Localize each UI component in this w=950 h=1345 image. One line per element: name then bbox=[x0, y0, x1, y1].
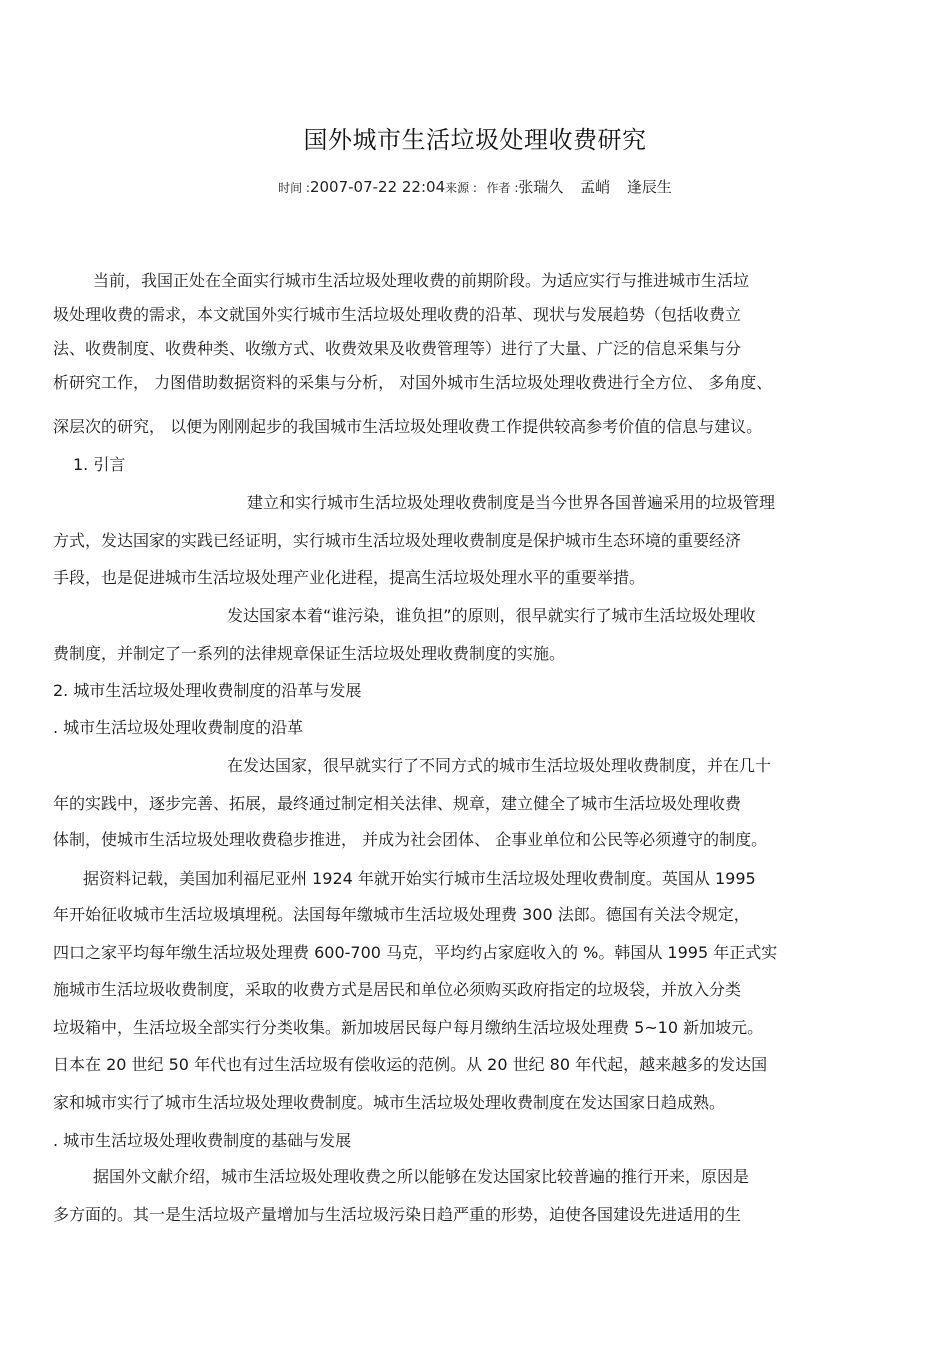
paragraph-line: 体制，使城市生活垃圾处理收费稳步推进， 并成为社会团体、 企事业单位和公民等必须遵守的制度。 bbox=[53, 830, 768, 849]
paragraph-line: 建立和实行城市生活垃圾处理收费制度是当今世界各国普遍采用的垃圾管理 bbox=[247, 493, 776, 512]
subsection-heading: . 城市生活垃圾处理收费制度的沿革 bbox=[53, 718, 304, 737]
author-label: 作者 : bbox=[486, 181, 519, 195]
paragraph-line: 家和城市实行了城市生活垃圾处理收费制度。城市生活垃圾处理收费制度在发达国家日趋成熟。 bbox=[53, 1093, 726, 1112]
paragraph-line: 据资料记载，美国加利福尼亚州 1924 年就开始实行城市生活垃圾处理收费制度。英国从 1995 bbox=[83, 869, 756, 888]
paragraph-line: 在发达国家，很早就实行了不同方式的城市生活垃圾处理收费制度，并在几十 bbox=[227, 756, 772, 775]
author-names: 张瑞久 孟峭 逢辰生 bbox=[518, 178, 672, 196]
paragraph-line: 法、收费制度、收费种类、收缴方式、收费效果及收费管理等）进行了大量、广泛的信息采集与分 bbox=[53, 339, 742, 358]
document-title: 国外城市生活垃圾处理收费研究 bbox=[303, 126, 647, 154]
section-heading: 1. 引言 bbox=[73, 455, 126, 474]
paragraph-line: 析研究工作， 力图借助数据资料的采集与分析， 对国外城市生活垃圾处理收费进行全方位、 多角度、 bbox=[53, 373, 773, 392]
section-heading: 2. 城市生活垃圾处理收费制度的沿革与发展 bbox=[53, 681, 362, 700]
paragraph-line: 多方面的。其一是生活垃圾产量增加与生活垃圾污染日趋严重的形势，迫使各国建设先进适用的生 bbox=[53, 1205, 742, 1224]
paragraph-line: 四口之家平均每年缴生活垃圾处理费 600-700 马克，平均约占家庭收入的 %。韩国从 1995 年正式实 bbox=[53, 943, 778, 962]
source-label: 来源 : bbox=[445, 181, 477, 195]
paragraph-line: 费制度，并制定了一系列的法律规章保证生活垃圾处理收费制度的实施。 bbox=[53, 644, 566, 663]
paragraph-line: 年的实践中，逐步完善、拓展，最终通过制定相关法律、规章，建立健全了城市生活垃圾处理收费 bbox=[53, 794, 742, 813]
paragraph-line: 年开始征收城市生活垃圾填埋税。法国每年缴城市生活垃圾处理费 300 法郎。德国有关法令规定， bbox=[53, 905, 750, 924]
paragraph-line: 深层次的研究， 以便为刚刚起步的我国城市生活垃圾处理收费工作提供较高参考价值的信息与建议。 bbox=[53, 417, 763, 436]
paragraph-line: 施城市生活垃圾收费制度，采取的收费方式是居民和单位必须购买政府指定的垃圾袋，并放入分类 bbox=[53, 980, 742, 999]
subsection-heading: . 城市生活垃圾处理收费制度的基础与发展 bbox=[53, 1131, 352, 1150]
time-value: 2007-07-22 22:04 bbox=[309, 178, 446, 196]
paragraph-line: 手段，也是促进城市生活垃圾处理产业化进程，提高生活垃圾处理水平的重要举措。 bbox=[53, 568, 646, 587]
paragraph-line: 发达国家本着“谁污染，谁负担”的原则，很早就实行了城市生活垃圾处理收 bbox=[227, 606, 756, 625]
paragraph-line: 当前，我国正处在全面实行城市生活垃圾处理收费的前期阶段。为适应实行与推进城市生活垃 bbox=[93, 271, 750, 290]
article-meta bbox=[0, 176, 950, 197]
paragraph-line: 方式，发达国家的实践已经证明，实行城市生活垃圾处理收费制度是保护城市生态环境的重要经济 bbox=[53, 531, 742, 550]
paragraph-line: 日本在 20 世纪 50 年代也有过生活垃圾有偿收运的范例。从 20 世纪 80 年代起，越来越多的发达国 bbox=[53, 1055, 768, 1074]
paragraph-line: 据国外文献介绍，城市生活垃圾处理收费之所以能够在发达国家比较普遍的推行开来，原因是 bbox=[93, 1167, 750, 1186]
time-label: 时间 : bbox=[278, 181, 310, 195]
paragraph-line: 垃圾箱中，生活垃圾全部实行分类收集。新加坡居民每户每月缴纳生活垃圾处理费 5~10 新加坡元。 bbox=[53, 1018, 764, 1037]
paragraph-line: 圾处理收费的需求，本文就国外实行城市生活垃圾处理收费的沿革、现状与发展趋势（包括收费立 bbox=[53, 305, 742, 324]
